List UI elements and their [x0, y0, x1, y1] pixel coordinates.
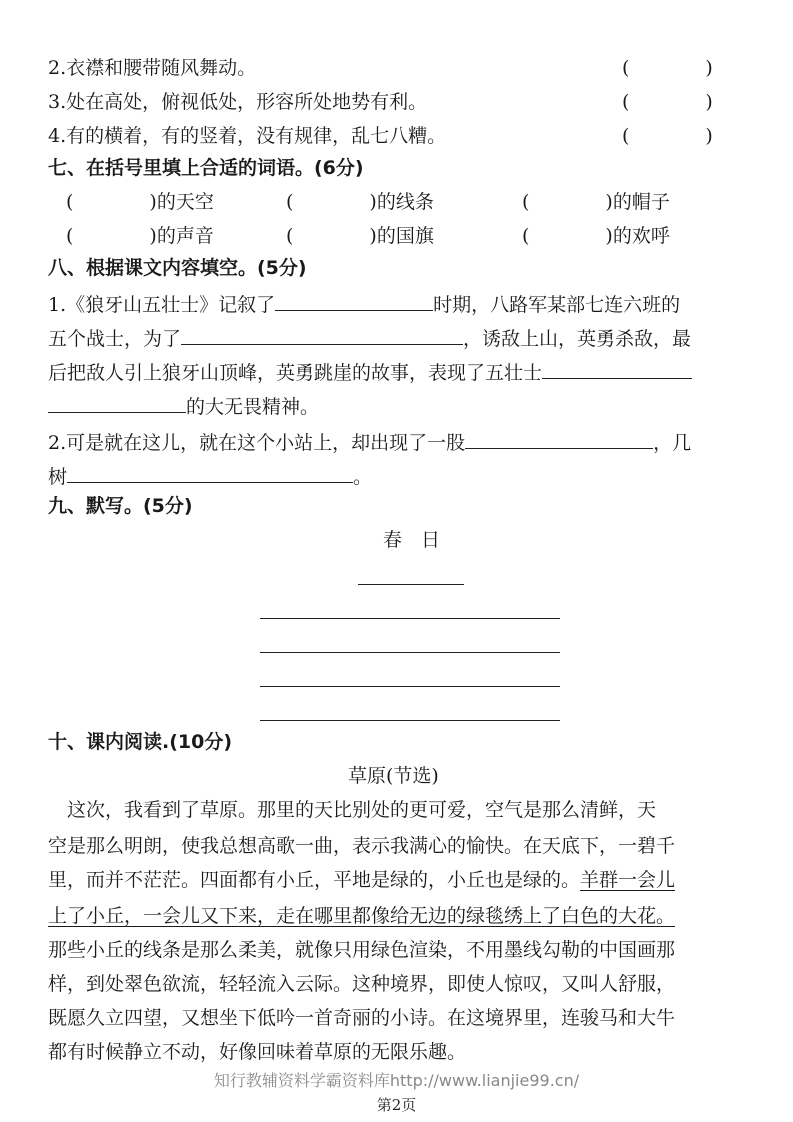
fill-word-voice[interactable]: ( )的声音: [66, 225, 214, 247]
q1-blank-spirit-b[interactable]: [48, 392, 186, 413]
q1-text-e: 后把敌人引上狼牙山顶峰，英勇跳崖的故事，表现了五壮士: [48, 362, 543, 384]
q2-text-b: ，几: [653, 432, 692, 454]
section-9-heading: 九、默写。(5分): [48, 495, 193, 517]
fill-word-cheer[interactable]: ( )的欢呼: [522, 225, 670, 247]
passage-title: 草原(节选): [348, 765, 439, 787]
section-7-heading: 七、在括号里填上合适的词语。(6分): [48, 157, 364, 179]
question-item-3: 3.处在高处，俯视低处，形容所处地势有利。: [48, 91, 428, 113]
q2-blank-b[interactable]: [67, 462, 353, 483]
answer-paren-2[interactable]: ( ): [622, 57, 713, 79]
passage-line-2: 空是那么明朗，使我总想高歌一曲，表示我满心的愉快。在天底下，一碧千: [48, 835, 676, 857]
fill-word-hat[interactable]: ( )的帽子: [522, 191, 670, 213]
q1-text-f: 的大无畏精神。: [186, 396, 320, 418]
q2-line-2: [48, 462, 372, 489]
poem-title: 春 日: [383, 529, 441, 551]
poem-line-1[interactable]: [260, 618, 560, 619]
q1-blank-purpose[interactable]: [181, 324, 463, 345]
q1-line-1: [48, 290, 680, 317]
q1-line-4: [48, 392, 319, 419]
fill-word-sky[interactable]: ( )的天空: [66, 191, 214, 213]
q2-text-a: 2.可是就在这儿，就在这个小站上，却出现了一股: [48, 432, 466, 454]
q1-text-b: 时期，八路军某部七连六班的: [433, 294, 681, 316]
q1-blank-period[interactable]: [275, 290, 433, 311]
q2-blank-a[interactable]: [465, 428, 653, 449]
q2-line-1: [48, 428, 691, 455]
poem-line-3[interactable]: [260, 686, 560, 687]
poem-author-line[interactable]: [358, 584, 464, 585]
question-item-4: 4.有的横着，有的竖着，没有规律，乱七八糟。: [48, 125, 447, 147]
underlined-sentence-b: 上了小丘，一会儿又下来，走在哪里都像给无边的绿毯绣上了白色的大花。: [48, 905, 676, 927]
answer-paren-4[interactable]: ( ): [622, 125, 713, 147]
poem-line-2[interactable]: [260, 652, 560, 653]
answer-paren-3[interactable]: ( ): [622, 91, 713, 113]
q2-text-c: 树: [48, 466, 68, 488]
section-8-heading: 八、根据课文内容填空。(5分): [48, 257, 307, 279]
page-number: 第2页: [376, 1096, 417, 1114]
passage-line-5: 那些小丘的线条是那么柔美，就像只用绿色渲染，不用墨线勾勒的中国画那: [48, 939, 676, 961]
poem-line-4[interactable]: [260, 720, 560, 721]
fill-word-flag[interactable]: ( )的国旗: [286, 225, 434, 247]
fill-word-lines[interactable]: ( )的线条: [286, 191, 434, 213]
q1-line-3: [48, 358, 692, 385]
question-item-2: 2.衣襟和腰带随风舞动。: [48, 57, 257, 79]
section-10-heading: 十、课内阅读.(10分): [48, 731, 233, 753]
passage-line-6: 样，到处翠色欲流，轻轻流入云际。这种境界，即使人惊叹，又叫人舒服，: [48, 973, 676, 995]
watermark: 知行教辅资料学霸资料库http://www.lianjie99.cn/: [213, 1071, 580, 1090]
q1-line-2: [48, 324, 691, 351]
q1-blank-spirit-a[interactable]: [542, 358, 692, 379]
passage-line-3-text: 里，而并不茫茫。四面都有小丘，平地是绿的，小丘也是绿的。: [48, 869, 581, 891]
q1-text-c: 五个战士，为了: [48, 328, 182, 350]
q2-text-d: 。: [353, 466, 373, 488]
passage-line-7: 既愿久立四望，又想坐下低吟一首奇丽的小诗。在这境界里，连骏马和大牛: [48, 1007, 676, 1029]
q1-text-a: 1.《狼牙山五壮士》记叙了: [48, 294, 276, 316]
passage-line-8: 都有时候静立不动，好像回味着草原的无限乐趣。: [48, 1041, 467, 1063]
passage-line-4: [48, 904, 675, 928]
underlined-sentence-a: 羊群一会儿: [580, 869, 676, 891]
passage-line-1: 这次，我看到了草原。那里的天比别处的更可爱，空气是那么清鲜，天: [48, 799, 657, 821]
passage-line-3: [48, 868, 675, 892]
q1-text-d: ，诱敌上山，英勇杀敌，最: [463, 328, 692, 350]
